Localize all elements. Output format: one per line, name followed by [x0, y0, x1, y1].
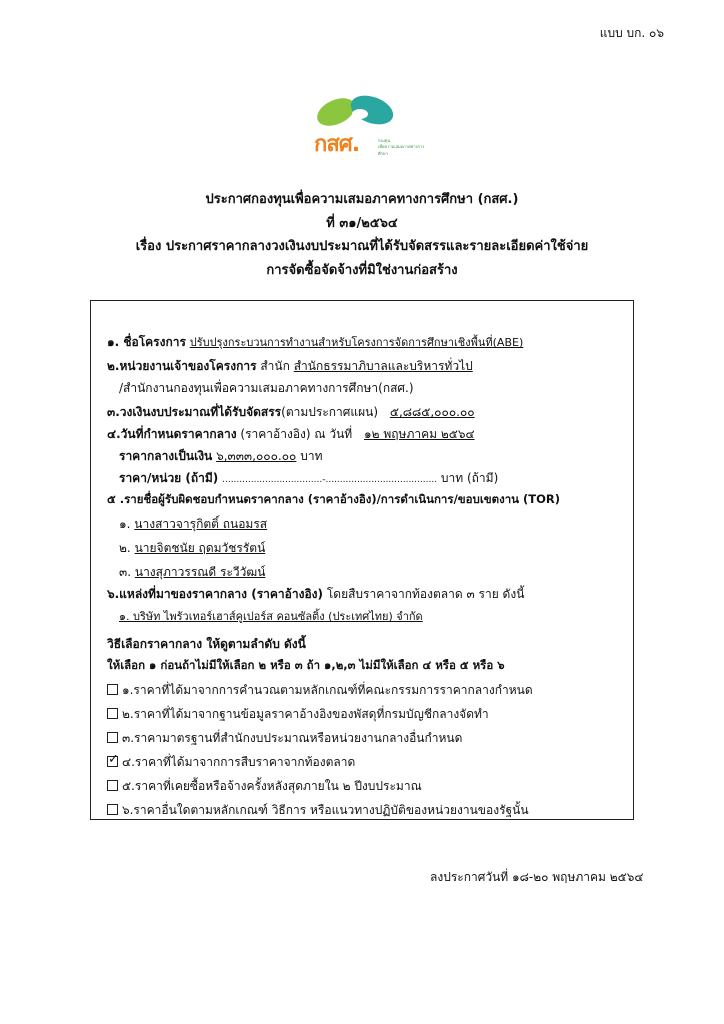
responsible-name: นางสาวจารุกิตติ์ ถนอมรส [134, 517, 268, 531]
option-row [107, 777, 422, 796]
price-form-box [90, 300, 634, 820]
budget-note: (ตามประกาศแผน) [281, 405, 379, 419]
option-text: ๔.ราคาที่ได้มาจากการสืบราคาจากท้องตลาด [122, 755, 356, 769]
price-row [119, 447, 322, 466]
date-label: ๔.วันที่กำหนดราคากลาง [107, 427, 237, 441]
form-code: แบบ บก. ๐๖ [599, 26, 664, 40]
source-note: โดยสืบราคาจากท้องตลาด ๓ ราย ดังนี้ [326, 587, 525, 601]
heading-org: ประกาศกองทุนเพื่อความเสมอภาคทางการศึกษา (กสศ.) [205, 192, 519, 207]
date-value: ๑๒ พฤษภาคม ๒๕๖๔ [364, 427, 475, 441]
logo-text: กสศ. [314, 132, 360, 157]
option-checkbox[interactable] [107, 804, 118, 815]
agency-label: ๒.หน่วยงานเจ้าของโครงการ [107, 359, 257, 373]
option-text: ๕.ราคาที่เคยซื้อหรือจ้างครั้งหลังสุดภายใน ๒ ปีงบประมาณ [122, 779, 422, 793]
option-row [107, 705, 489, 724]
responsible-heading: ๕ .รายชื่อผู้รับผิดชอบกำหนดราคากลาง (ราคาอ้างอิง)/การดำเนินการ/ขอบเขตงาน (TOR) [107, 492, 561, 506]
unit-price-label: ราคา/หน่วย (ถ้ามี) [119, 471, 219, 485]
responsible-name: นางสุภาวรรณดี ระวีวัฒน์ [134, 565, 266, 579]
agency-row [107, 357, 473, 376]
responsible-item [119, 515, 267, 534]
responsible-item [119, 539, 265, 558]
responsible-num: ๒. [119, 541, 131, 555]
option-row [107, 753, 355, 772]
agency-value: สำนักธรรมาภิบาลและบริหารทั่วไป [293, 359, 473, 373]
project-value: ปรับปรุงกระบวนการทำงานสำหรับโครงการจัดการศึกษาเชิงพื้นที่(ABE) [189, 336, 524, 349]
source-item: ๑. บริษัท ไพรัวเทอร์เฮาส์คูเปอร์ส คอนซัลติ้ง (ประเทศไทย) จำกัด [119, 610, 423, 623]
option-text: ๖.ราคาอื่นใดตามหลักเกณฑ์ วิธีการ หรือแนวทางปฏิบัติของหน่วยงานของรัฐนั้น [122, 803, 529, 817]
option-text: ๑.ราคาที่ได้มาจากการคำนวณตามหลักเกณฑ์ที่คณะกรรมการราคากลางกำหนด [122, 683, 533, 697]
source-label: ๖.แหล่งที่มาของราคากลาง (ราคาอ้างอิง) [107, 587, 323, 601]
responsible-num: ๑. [119, 517, 131, 531]
unit-price-suffix: บาท (ถ้ามี) [440, 471, 499, 485]
responsible-name: นายจิตชนัย ฤดมวัชรรัตน์ [134, 541, 266, 555]
source-row [107, 585, 524, 604]
agency-prefix: สำนัก [260, 359, 290, 373]
price-value: ๖,๓๓๓,๐๐๐.๐๐ [216, 449, 297, 463]
heading-number: ที่ ๓๑/๒๕๖๔ [326, 216, 398, 231]
announcement-date: ลงประกาศวันที่ ๑๘-๒๐ พฤษภาคม ๒๕๖๔ [430, 870, 644, 884]
date-row [107, 425, 475, 444]
logo-subtitle-2: เพื่อความเสมอภาคทางการศึกษา [378, 144, 425, 156]
option-row [107, 801, 529, 820]
option-row [107, 729, 462, 748]
unit-price-row [119, 469, 498, 488]
option-text: ๓.ราคามาตรฐานที่สำนักงบประมาณหรือหน่วยงานกลางอื่นกำหนด [122, 731, 463, 745]
budget-row [107, 403, 475, 422]
heading-subject-2: การจัดซื้อจัดจ้างที่มิใช่งานก่อสร้าง [266, 263, 458, 278]
budget-label: ๓.วงเงินงบประมาณที่ได้รับจัดสรร [107, 405, 282, 419]
logo-subtitle-1: กองทุน [378, 138, 391, 143]
unit-price-dots: ...................................-....................................... [222, 475, 438, 485]
price-label: ราคากลางเป็นเงิน [119, 449, 213, 463]
method-title: วิธีเลือกราคากลาง ให้ดูตามลำดับ ดังนี้ [107, 637, 306, 651]
option-text: ๒.ราคาที่ได้มาจากฐานข้อมูลราคาอ้างอิงของพัสดุที่กรมบัญชีกลางจัดทำ [122, 707, 489, 721]
date-note: (ราคาอ้างอิง) ณ วันที่ [240, 427, 353, 441]
responsible-num: ๓. [119, 565, 132, 579]
project-row [107, 333, 523, 352]
budget-value: ๕,๘๘๕,๐๐๐.๐๐ [389, 405, 475, 419]
price-unit: บาท [300, 449, 323, 463]
option-checkbox[interactable] [107, 780, 118, 791]
org-logo [300, 92, 430, 172]
responsible-item [119, 563, 265, 582]
method-rule: ให้เลือก ๑ ก่อนถ้าไม่มีให้เลือก ๒ หรือ ๓ ถ้า ๑,๒,๓ ไม่มีให้เลือก ๔ หรือ ๕ หรือ ๖ [107, 658, 505, 672]
project-label: ๑. ชื่อโครงการ [107, 335, 186, 349]
heading-subject: เรื่อง ประกาศราคากลางวงเงินงบประมาณที่ได้รับจัดสรรและรายละเอียดค่าใช้จ่าย [135, 239, 589, 254]
option-checkbox[interactable] [107, 732, 118, 743]
option-checkbox[interactable] [107, 708, 118, 719]
agency-line-2: /สำนักงานกองทุนเพื่อความเสมอภาคทางการศึกษา(กสศ.) [119, 381, 414, 395]
option-checkbox[interactable] [107, 756, 118, 767]
option-checkbox[interactable] [107, 684, 118, 695]
option-row [107, 681, 533, 700]
